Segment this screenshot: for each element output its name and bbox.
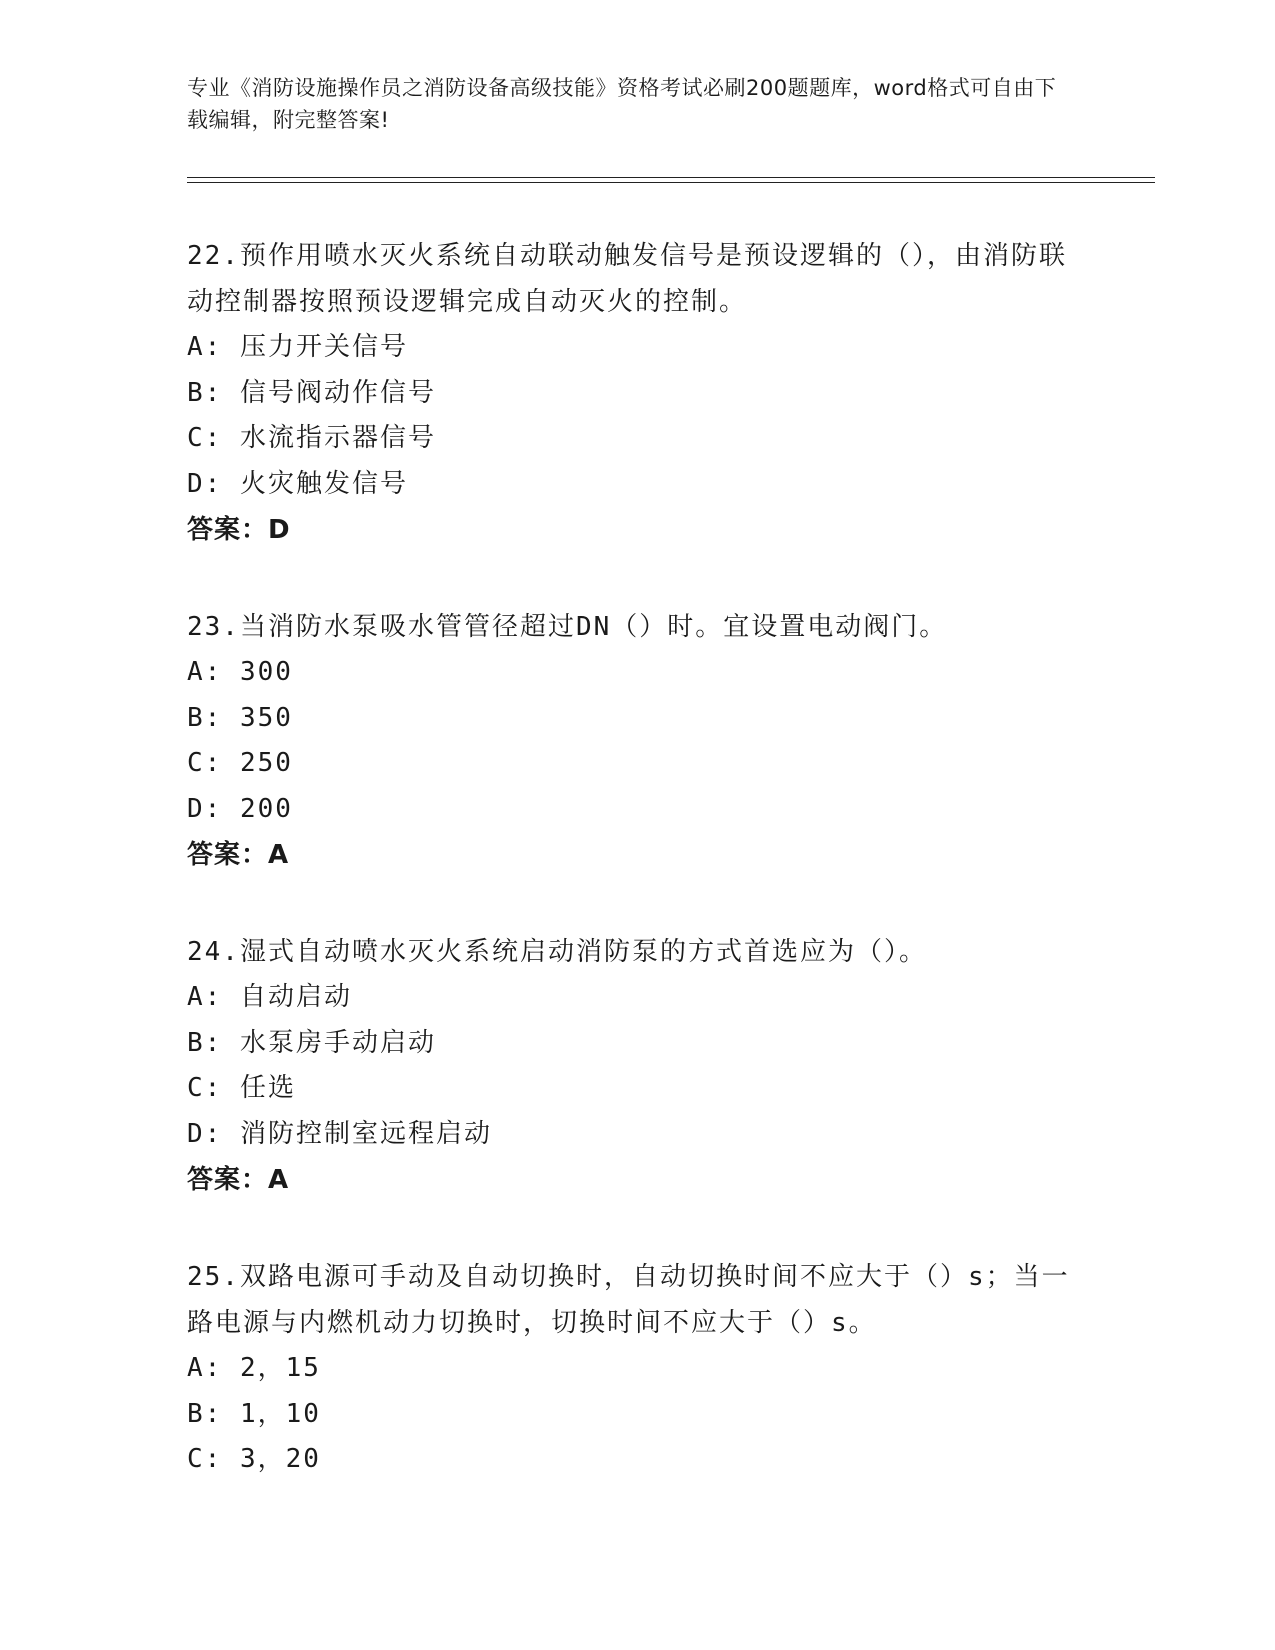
question-list (187, 233, 1087, 1534)
option-c: C: 3，20 (187, 1444, 321, 1474)
header-rule-top (187, 177, 1155, 178)
option-c: C: 水流指示器信号 (187, 423, 436, 453)
option-d: D: 消防控制室远程启动 (187, 1118, 492, 1149)
option-b: B: 1，10 (187, 1398, 321, 1429)
option-a: A: 压力开关信号 (187, 332, 408, 362)
option-c: C: 任选 (187, 1073, 296, 1103)
option-b: B: 350 (187, 702, 293, 733)
question-22 (187, 233, 1087, 553)
question-stem: 22.预作用喷水灭火系统自动联动触发信号是预设逻辑的（），由消防联动控制器按照预设逻辑完成自动灭火的控制。 (187, 241, 1067, 317)
option-a: A: 2，15 (187, 1353, 321, 1383)
answer-line: 答案：D (187, 515, 291, 545)
option-a: A: 300 (187, 657, 293, 687)
page-header: 专业《消防设施操作员之消防设备高级技能》资格考试必刷200题题库，word格式可自由下载编辑，附完整答案! (187, 76, 1057, 132)
option-c: C: 250 (187, 748, 293, 778)
question-stem: 25.双路电源可手动及自动切换时，自动切换时间不应大于（）s；当一路电源与内燃机动力切换时，切换时间不应大于（）s。 (187, 1262, 1070, 1338)
question-25 (187, 1254, 1087, 1483)
option-d: D: 火灾触发信号 (187, 468, 408, 499)
answer-line: 答案：A (187, 840, 290, 870)
question-23 (187, 604, 1087, 878)
option-d: D: 200 (187, 793, 293, 824)
question-24 (187, 929, 1087, 1203)
option-b: B: 水泵房手动启动 (187, 1027, 436, 1058)
question-stem: 23.当消防水泵吸水管管径超过DN（）时。宜设置电动阀门。 (187, 612, 948, 642)
question-stem: 24.湿式自动喷水灭火系统启动消防泵的方式首选应为（）。 (187, 937, 927, 967)
option-a: A: 自动启动 (187, 982, 352, 1012)
header-rule-bottom (187, 182, 1155, 183)
option-b: B: 信号阀动作信号 (187, 377, 436, 408)
answer-line: 答案：A (187, 1165, 290, 1195)
